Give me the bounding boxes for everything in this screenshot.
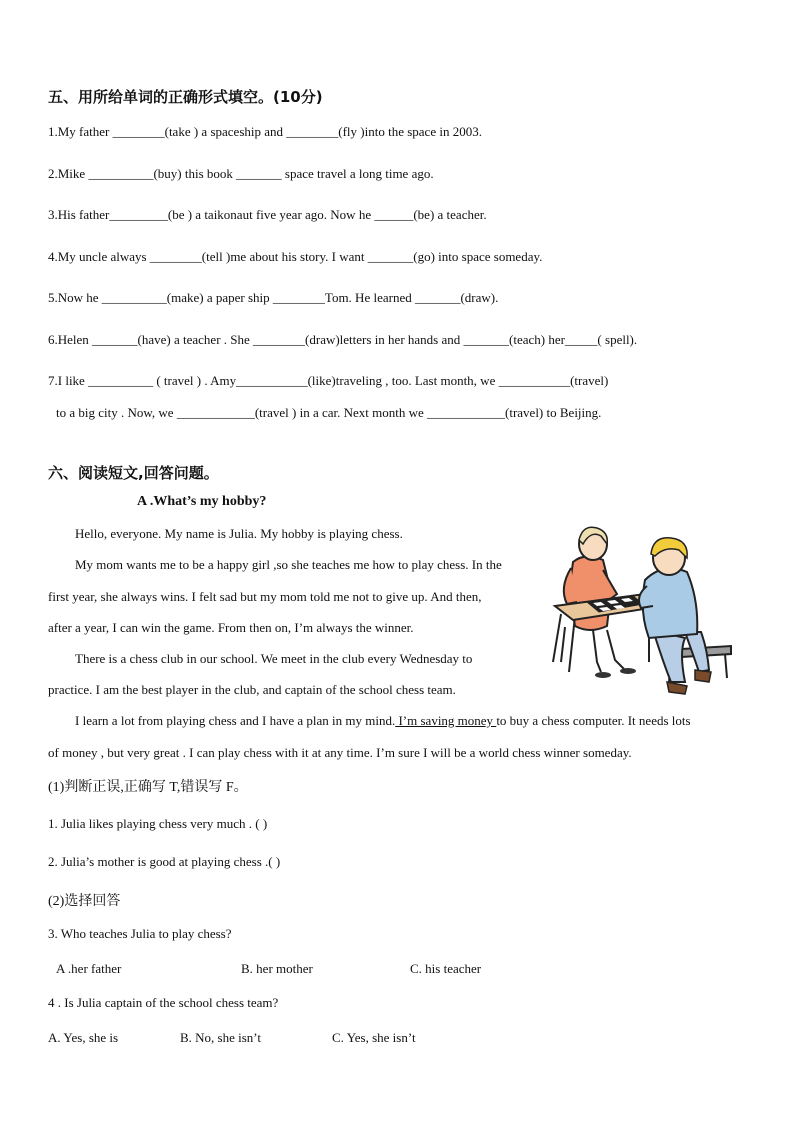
passage-line-7-start: I learn a lot from playing chess and I have a plan in my mind. (75, 713, 396, 728)
passage-line-8: of money , but very great . I can play chess with it at any time. I’m sure I will be a world chess winner someday. (48, 745, 632, 760)
fill-item-4: 4.My uncle always ________(tell )me about his story. I want _______(go) into space someday. (48, 249, 543, 264)
passage-line-6: practice. I am the best player in the club, and captain of the school chess team. (48, 682, 456, 697)
passage-line-4: after a year, I can win the game. From then on, I’m always the winner. (48, 620, 414, 635)
fill-item-7: 7.I like __________ ( travel ) . Amy___________(like)traveling , too. Last month, we ___________(travel) (48, 373, 609, 388)
q3-option-a: A .her father (56, 961, 122, 976)
true-false-title: (1)判断正误,正确写 T,错误写 F。 (48, 780, 248, 795)
children-playing-chess-illustration (545, 522, 735, 700)
fill-item-5: 5.Now he __________(make) a paper ship ________Tom. He learned _______(draw). (48, 290, 499, 305)
fill-item-1: 1.My father ________(take ) a spaceship and ________(fly )into the space in 2003. (48, 124, 482, 139)
question-3: 3. Who teaches Julia to play chess? (48, 926, 232, 941)
fill-item-2: 2.Mike __________(buy) this book _______ space travel a long time ago. (48, 166, 434, 181)
passage-line-7-end: to buy a chess computer. It needs lots (496, 713, 691, 728)
underlined-phrase: I’m saving money (395, 713, 497, 728)
passage-line-3: first year, she always wins. I felt sad but my mom told me not to give up. And then, (48, 589, 482, 604)
passage-title: A .What’s my hobby? (137, 494, 267, 509)
q4-option-c: C. Yes, she isn’t (332, 1030, 416, 1045)
fill-item-6: 6.Helen _______(have) a teacher . She ________(draw)letters in her hands and _______(teach) her_____( spell). (48, 332, 638, 347)
question-4: 4 . Is Julia captain of the school chess team? (48, 995, 279, 1010)
fill-item-3: 3.His father_________(be ) a taikonaut five year ago. Now he ______(be) a teacher. (48, 207, 487, 222)
q4-option-b: B. No, she isn’t (180, 1030, 262, 1045)
fill-item-7-continued: to a big city . Now, we ____________(travel ) in a car. Next month we ____________(travel) to Beijing. (56, 405, 602, 420)
q3-option-b: B. her mother (241, 961, 313, 976)
choice-section-title: (2)选择回答 (48, 894, 121, 909)
q4-option-a: A. Yes, she is (48, 1030, 119, 1045)
question-1: 1. Julia likes playing chess very much . ( ) (48, 816, 268, 831)
passage-line-1: Hello, everyone. My name is Julia. My hobby is playing chess. (75, 526, 403, 541)
q3-option-c: C. his teacher (410, 961, 482, 976)
passage-line-5: There is a chess club in our school. We meet in the club every Wednesday to (75, 651, 473, 666)
passage-line-2: My mom wants me to be a happy girl ,so she teaches me how to play chess. In the (75, 557, 502, 572)
question-2: 2. Julia’s mother is good at playing chess .( ) (48, 854, 281, 869)
section-six-title: 六、阅读短文,回答问题。 (48, 464, 219, 482)
section-five-title: 五、用所给单词的正确形式填空。(10分) (48, 88, 323, 106)
passage-line-7 (75, 713, 691, 729)
